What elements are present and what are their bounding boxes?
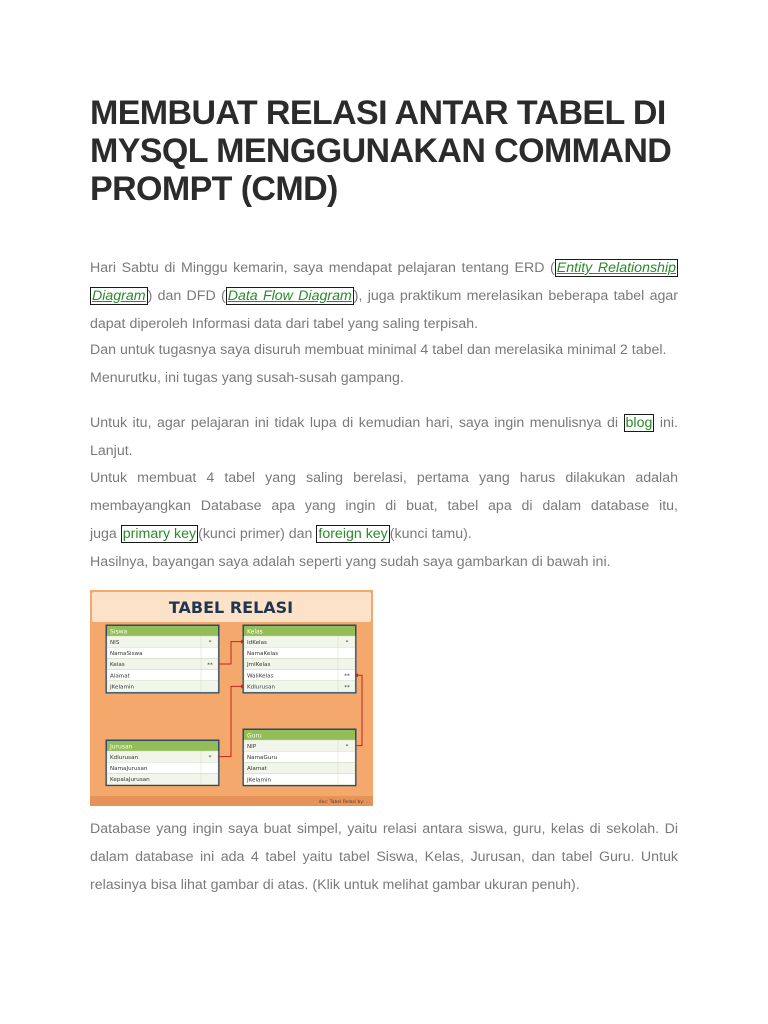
table-field-name: JKelamin <box>110 684 135 691</box>
table-row <box>107 636 218 647</box>
page-title: MEMBUAT RELASI ANTAR TABEL DI MYSQL MENGGUNAKAN COMMAND PROMPT (CMD) <box>90 94 672 208</box>
text-segment: Untuk itu, agar pelajaran ini tidak lupa di kemudian hari, saya ingin menulisnya di <box>90 415 624 431</box>
table-field-name: Alamat <box>247 766 267 773</box>
paragraph-blog <box>90 409 678 465</box>
table-field-name: Alamat <box>110 673 130 680</box>
paragraph-intro <box>90 254 678 338</box>
table-key-marker: ** <box>344 673 350 680</box>
table-header-label: Kelas <box>247 628 263 636</box>
text-segment: ) dan DFD ( <box>147 288 226 304</box>
paragraph-line: relasinya bisa lihat gambar di atas. (Klik untuk melihat gambar ukuran penuh). <box>90 877 580 893</box>
link-data-flow-diagram[interactable]: Data Flow Diagram <box>227 288 352 304</box>
link-entity-relationship[interactable]: Entity Relationship <box>556 260 676 276</box>
table-siswa <box>106 625 220 694</box>
text-segment: (kunci tamu). <box>389 526 472 542</box>
paragraph-line <box>90 282 678 310</box>
text-segment: juga <box>90 526 121 542</box>
table-key-marker: * <box>208 640 212 646</box>
link-foreign-key[interactable]: foreign key <box>318 526 388 542</box>
paragraph-task <box>90 336 678 392</box>
table-field-name: NIP <box>247 743 257 750</box>
table-key-marker: * <box>208 755 212 761</box>
tabel-relasi-diagram[interactable] <box>90 590 373 806</box>
table-row <box>244 740 355 751</box>
table-field-name: NamaSiswa <box>110 651 143 657</box>
link-primary-key[interactable]: primary key <box>122 526 197 542</box>
table-guru <box>243 729 357 787</box>
table-field-name: NamaGuru <box>247 755 278 761</box>
table-field-name: Kdlurusan <box>247 684 276 691</box>
paragraph-description <box>90 815 678 899</box>
table-header-label: Jurusan <box>110 743 133 751</box>
paragraph-line: Menurutku, ini tugas yang susah-susah gampang. <box>90 370 404 386</box>
paragraph-line: Database yang ingin saya buat simpel, yaitu relasi antara siswa, guru, kelas di sekolah. Di <box>90 821 678 837</box>
table-field-name: Kelas <box>110 662 125 669</box>
table-key-marker: * <box>345 640 349 646</box>
table-header-label: Siswa <box>110 628 128 636</box>
paragraph-line: Hasilnya, bayangan saya adalah seperti yang sudah saya gambarkan di bawah ini. <box>90 554 611 570</box>
diagram-title: TABEL RELASI <box>168 598 294 617</box>
table-field-name: NamaJurusan <box>110 766 148 772</box>
text-segment: Hari Sabtu di Minggu kemarin, saya mendapat pelajaran tentang ERD ( <box>90 260 555 276</box>
table-header-label: Guru <box>247 732 262 740</box>
text-segment: (kunci primer) dan <box>198 526 317 542</box>
link-blog[interactable]: blog <box>625 415 653 431</box>
paragraph-line: dapat diperoleh Informasi data dari tabel yang saling terpisah. <box>90 316 479 332</box>
diagram-credit: doc: Tabel Relasi by: ... <box>318 800 370 805</box>
table-field-name: NIS <box>110 639 120 646</box>
paragraph-method <box>90 464 678 576</box>
link-entity-relationship-diagram[interactable]: Diagram <box>92 288 146 304</box>
table-field-name: JmlKelas <box>247 662 271 669</box>
paragraph-line: membayangkan Database apa yang ingin di buat, tabel apa di dalam database itu, <box>90 498 678 514</box>
table-field-name: Kdlurusan <box>110 754 139 761</box>
table-field-name: NamaKelas <box>247 651 279 657</box>
table-field-name: IdKelas <box>247 639 267 646</box>
table-field-name: KepalaJurusan <box>110 777 150 784</box>
table-jurusan <box>106 740 220 787</box>
paragraph-line <box>90 409 678 437</box>
paragraph-line <box>90 254 678 282</box>
text-segment: ini. <box>654 415 678 431</box>
table-kelas <box>243 625 357 694</box>
table-field-name: WaliKelas <box>247 673 274 680</box>
paragraph-line: Dan untuk tugasnya saya disuruh membuat minimal 4 tabel dan merelasika minimal 2 tabel. <box>90 342 667 358</box>
table-field-name: JKelamin <box>247 777 272 784</box>
paragraph-line: Lanjut. <box>90 443 133 459</box>
paragraph-line <box>90 520 678 548</box>
text-segment: ), juga praktikum merelasikan beberapa tabel agar <box>353 288 678 304</box>
table-key-marker: ** <box>207 662 213 669</box>
paragraph-line: dalam database ini ada 4 tabel yaitu tabel Siswa, Kelas, Jurusan, dan tabel Guru. Untuk <box>90 849 678 865</box>
table-key-marker: ** <box>344 684 350 691</box>
table-key-marker: * <box>345 744 349 750</box>
paragraph-line: Untuk membuat 4 tabel yang saling berelasi, pertama yang harus dilakukan adalah <box>90 470 678 486</box>
